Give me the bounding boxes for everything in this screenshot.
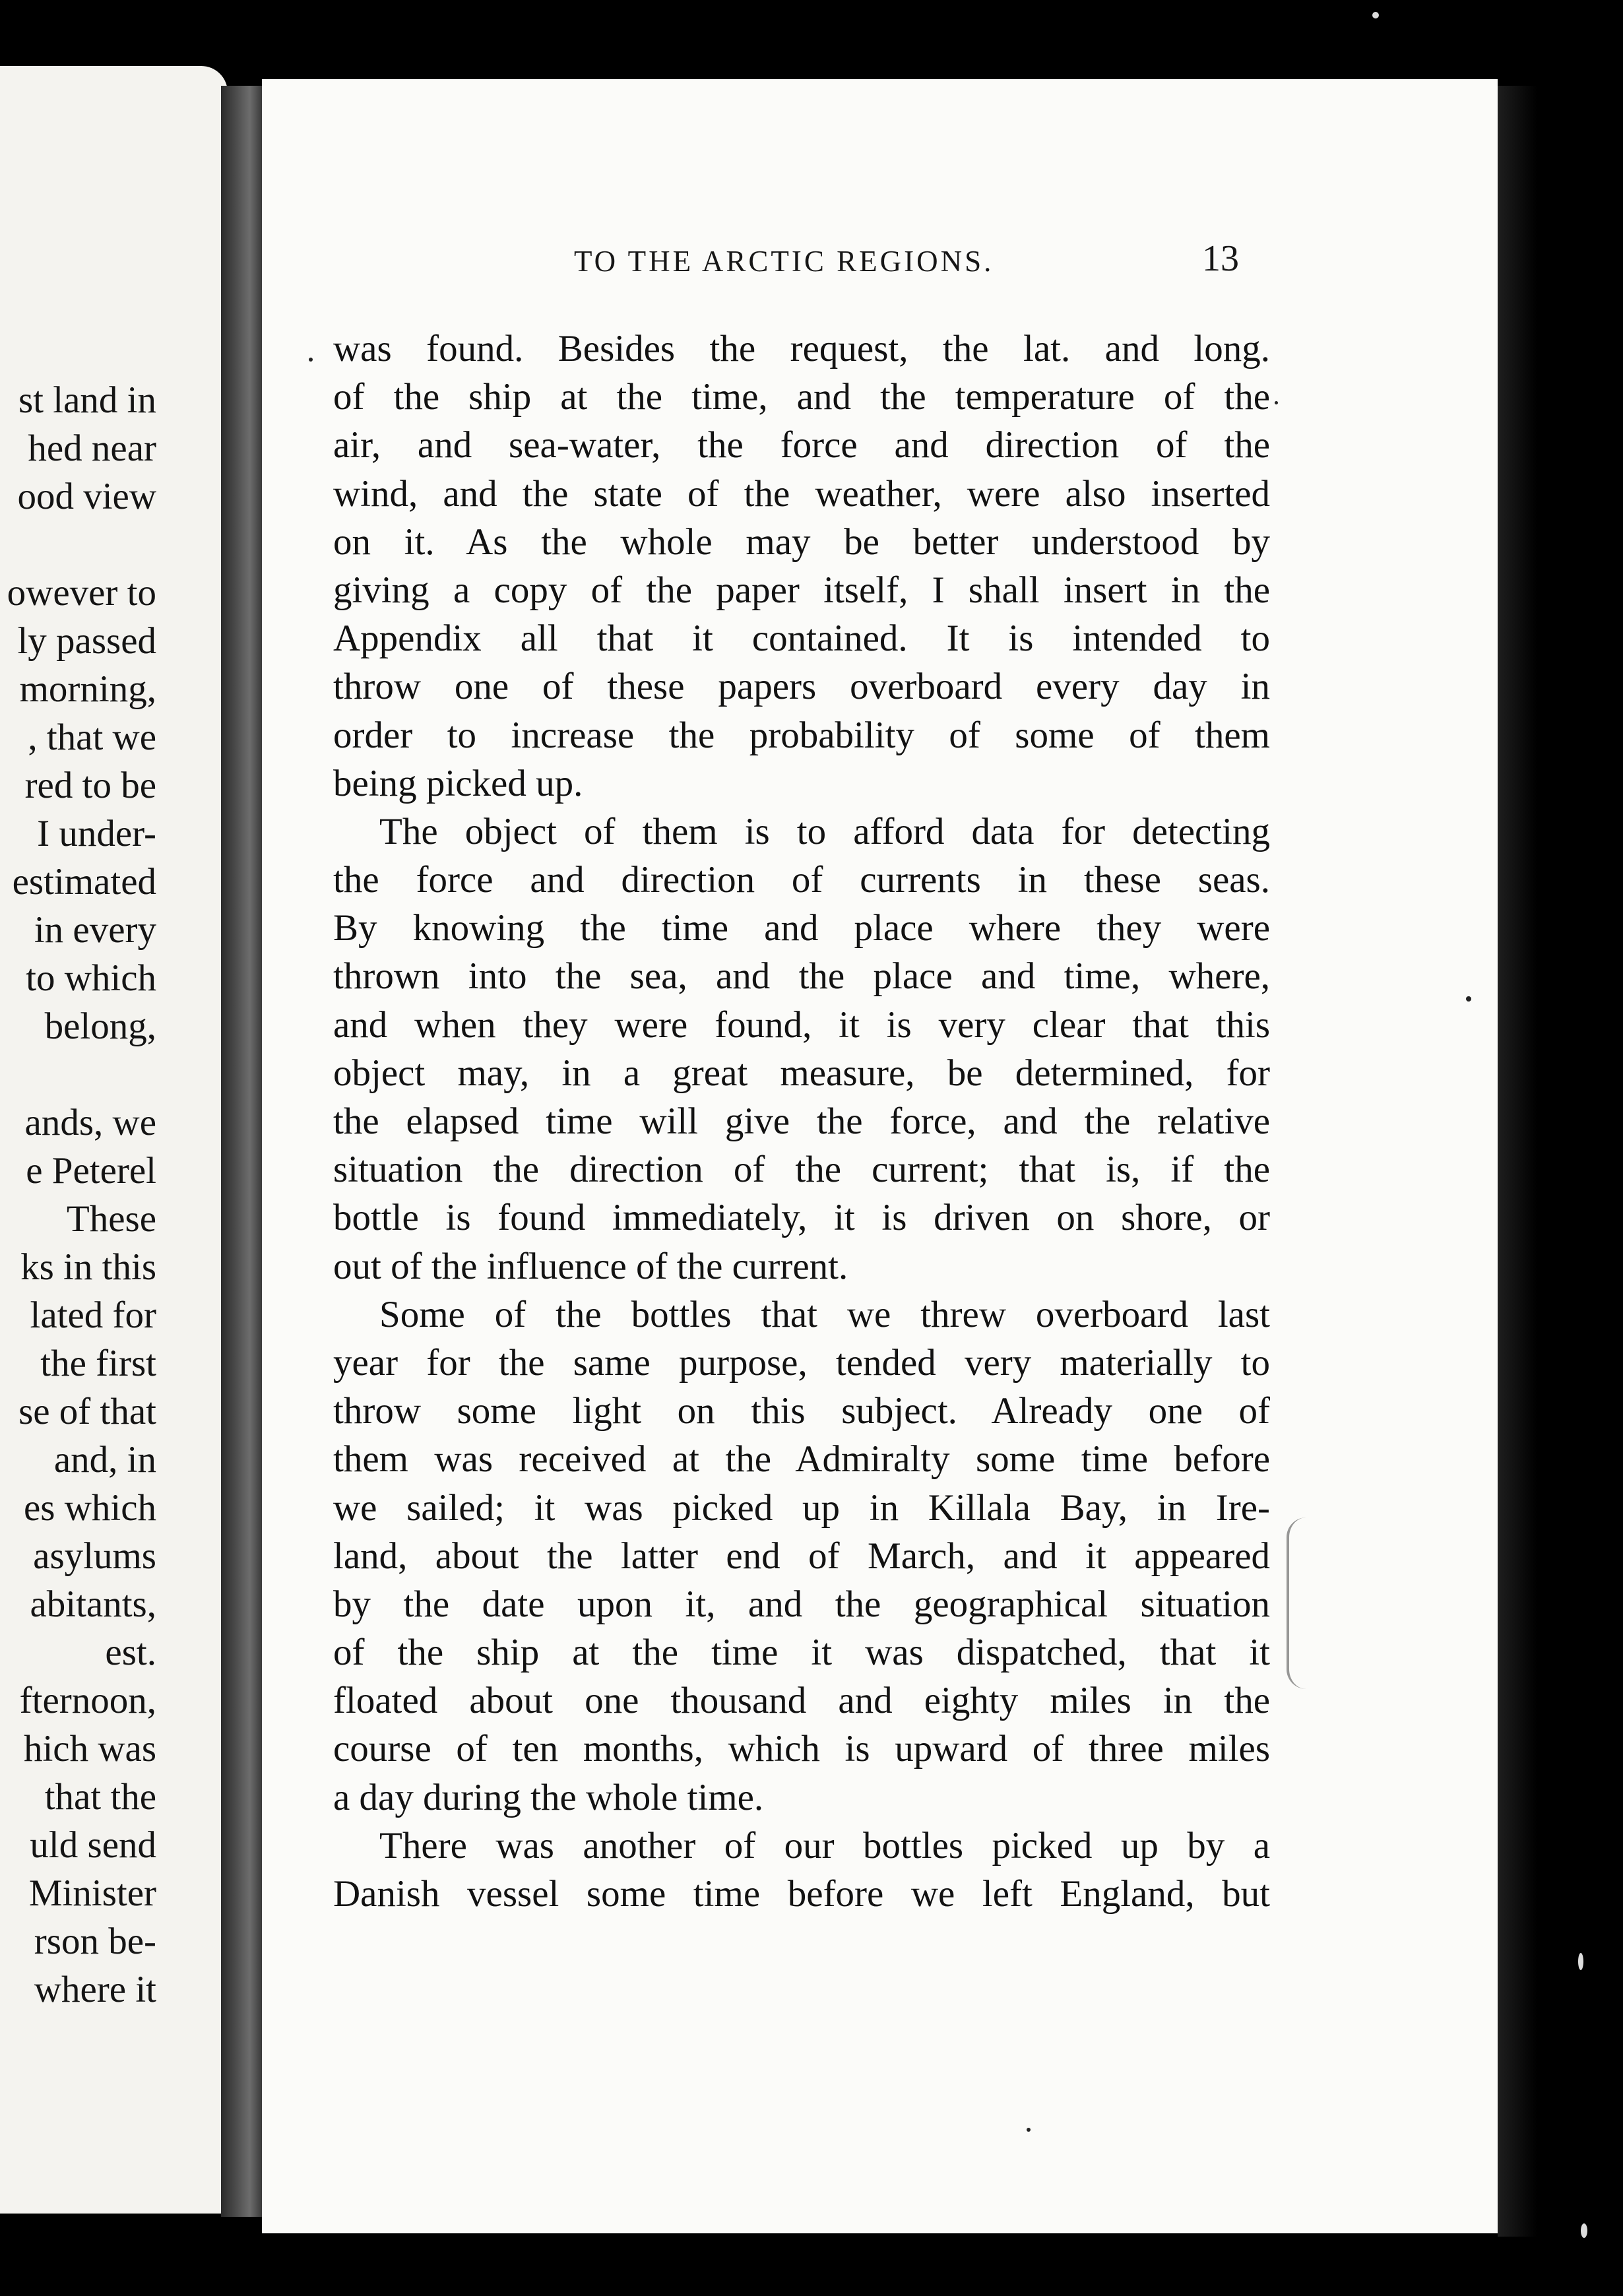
ink-speck [309,358,313,362]
previous-page-line: e Peterel [26,1150,156,1192]
previous-page-line: es which [23,1487,156,1529]
text-line: bottle is found immediately, it is driven on shore, or [333,1197,1270,1239]
text-line: on it. As the whole may be better understood by [333,521,1270,563]
ink-speck [1027,2128,1031,2132]
previous-page-line: asylums [33,1535,156,1577]
text-line: air, and sea-water, the force and direction of the [333,424,1270,466]
previous-page-line: abitants, [30,1583,156,1625]
text-line: throw some light on this subject. Already one of [333,1390,1270,1432]
text-line: There was another of our bottles picked up by a [379,1824,1270,1866]
previous-page-text [0,376,156,2014]
text-line: By knowing the time and place where they were [333,907,1270,949]
previous-page-line: hed near [28,428,156,469]
text-line: Some of the bottles that we threw overboard last [379,1293,1270,1335]
page-number: 13 [1202,238,1239,279]
text-line: wind, and the state of the weather, were also inserted [333,472,1270,515]
previous-page-line: ks in this [20,1246,156,1288]
text-line: a day during the whole time. [333,1776,764,1818]
previous-page-line: ands, we [24,1102,156,1143]
ink-speck [1372,12,1379,18]
text-line: The object of them is to afford data for detecting [379,810,1270,852]
ink-speck [1275,401,1278,404]
text-line: situation the direction of the current; that is, if the [333,1149,1270,1191]
previous-page-line: uld send [30,1824,156,1866]
previous-page-line: Minister [28,1872,156,1914]
ink-speck [1578,1953,1583,1970]
body-text [333,325,1270,1918]
text-line: course of ten months, which is upward of three miles [333,1728,1270,1770]
text-line: giving a copy of the paper itself, I shall insert in the [333,569,1270,611]
text-line: thrown into the sea, and the place and time, where, [333,955,1270,998]
previous-page-line: est. [105,1632,156,1673]
previous-page-line: ood view [17,476,156,517]
previous-page-line: morning, [19,668,156,710]
previous-page-line: to which [26,957,156,999]
text-line: year for the same purpose, tended very materially to [333,1341,1270,1384]
previous-page-line: lated for [30,1294,156,1336]
previous-page-line: and, in [53,1439,156,1481]
previous-page [0,66,228,2214]
text-line: land, about the latter end of March, and it appeared [333,1535,1270,1577]
previous-page-line: where it [34,1969,156,2010]
previous-page-line [0,521,156,569]
text-line: order to increase the probability of some of them [333,714,1270,756]
previous-page-line: hich was [23,1728,156,1770]
text-line: the elapsed time will give the force, and the relative [333,1100,1270,1142]
previous-page-line: se of that [18,1391,156,1432]
text-line: object may, in a great measure, be determined, for [333,1052,1270,1094]
previous-page-line: estimated [12,861,156,903]
previous-page-line: the first [40,1343,156,1384]
ink-speck [1466,996,1471,1002]
previous-page-line: owever to [7,572,156,614]
text-line: throw one of these papers overboard every day in [333,666,1270,708]
previous-page-line: rson be- [34,1921,156,1962]
previous-page-line [0,1050,156,1099]
text-line: by the date upon it, and the geographical situation [333,1583,1270,1625]
margin-bracket-mark [1287,1517,1306,1689]
page-edge-shadow [1498,86,1537,2237]
text-line: of the ship at the time, and the temperature of the [333,376,1270,418]
text-line: out of the influence of the current. [333,1245,848,1287]
text-line: was found. Besides the request, the lat. and long. [333,328,1270,369]
text-line: Appendix all that it contained. It is intended to [333,618,1270,660]
previous-page-line: belong, [44,1005,156,1047]
text-line: Danish vessel some time before we left England, but [333,1873,1270,1915]
previous-page-line: , that we [28,717,156,758]
text-line: floated about one thousand and eighty miles in the [333,1680,1270,1722]
book-gutter [221,86,262,2217]
text-line: the force and direction of currents in these seas. [333,859,1270,901]
previous-page-line: I under- [37,813,156,854]
previous-page-line: red to be [24,765,156,806]
text-line: being picked up. [333,762,583,804]
previous-page-line: in every [34,909,156,951]
text-line: and when they were found, it is very clear that this [333,1004,1270,1046]
text-line: them was received at the Admiralty some time before [333,1438,1270,1481]
text-line: of the ship at the time it was dispatched, that it [333,1632,1270,1674]
previous-page-line: ly passed [17,620,156,662]
previous-page-line: st land in [18,379,156,421]
ink-speck [1581,2223,1587,2238]
previous-page-line: that the [44,1776,156,1818]
text-line: we sailed; it was picked up in Killala Bay, in Ire- [333,1486,1270,1529]
previous-page-line: fternoon, [19,1680,156,1721]
previous-page-line: These [66,1198,156,1240]
running-head: TO THE ARCTIC REGIONS. [574,245,994,278]
